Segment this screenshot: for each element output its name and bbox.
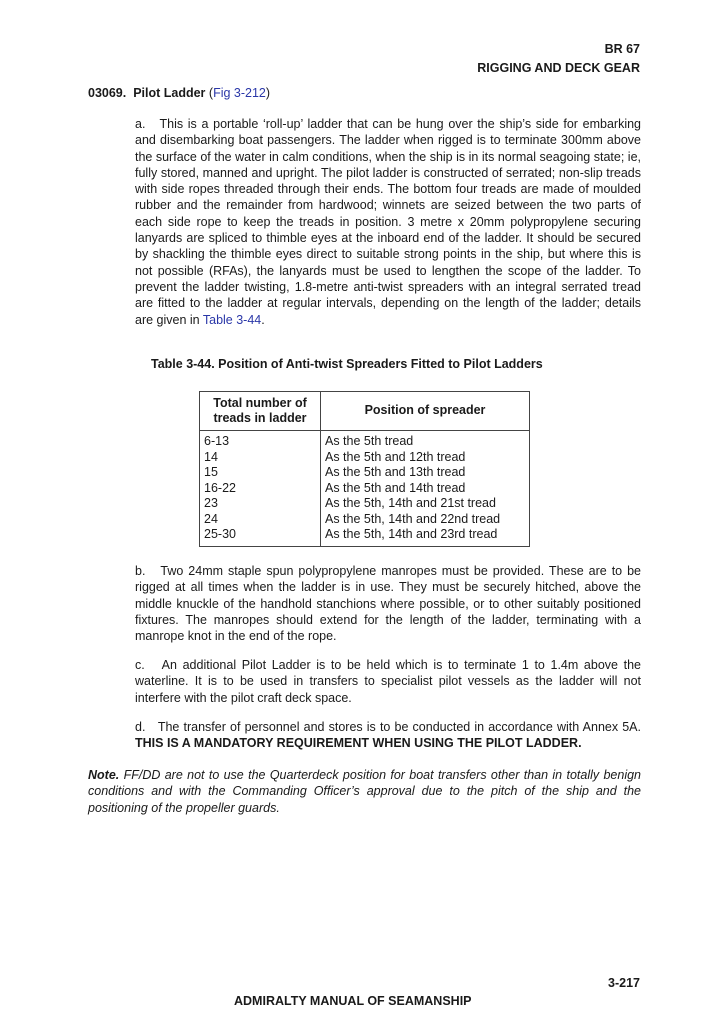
table-link[interactable]: Table 3-44: [202, 312, 262, 327]
figure-link[interactable]: Fig 3-212: [213, 86, 266, 100]
treads-cell: 6-13: [200, 431, 321, 450]
position-cell: As the 5th, 14th and 22nd tread: [321, 512, 530, 528]
paragraph-a: a. This is a portable ‘roll-up’ ladder that can be hung over the ship’s side for embarking and disembarking boat passengers. The ladder when rigged is to terminate 300mm above the surface of the water in calm conditions, when the ship is in its normal seagoing state; ie, fully stored, manned and upright. The pilot ladder is constructed of serrated; non-slip treads with side ropes threaded through their ends. The bottom four treads are made of moulded rubber and the remainder from hardwood; winnets are seized between the two parts of each side rope to keep the treads in position. 3 metre x 20mm polypropylene securing lanyards are spliced to thimble eyes at the inboard end of the ladder. It should be secured by shackling the thimble eyes direct to suitable strong points in the ship, but where this is not possible (RFAs), the lanyards must be used to lengthen the scope of the ladder. To prevent the ladder twisting, 1.8-metre anti-twist spreaders with an integral serrated tread are fitted to the ladder at regular intervals, depending on the length of the ladder; details are given in Table 3-44.: [135, 117, 642, 327]
table-row: [200, 496, 530, 512]
paragraph-b-label: b.: [135, 564, 146, 578]
paragraph-a-text: This is a portable ‘roll-up’ ladder that can be hung over the ship’s side for embarking and disembarking boat passengers. The ladder when rigged is to terminate 300mm above the surface of the water in calm conditions, when the ship is in its normal seagoing state; ie, fully stored, manned and upright. The pilot ladder is constructed of serrated; non-slip treads with side ropes threaded through their ends. The bottom four treads are made of moulded rubber and the remainder from hardwood; winnets are seized between the two parts of each side rope to keep the treads in position. 3 metre x 20mm polypropylene securing lanyards are spliced to thimble eyes at the inboard end of the ladder. It should be secured by shackling the thimble eyes direct to suitable strong points in the ship, but where this is not possible (RFAs), the lanyards must be used to lengthen the scope of the ladder. To prevent the ladder twisting, 1.8-metre anti-twist spreaders with an integral serrated tread are fitted to the ladder at regular intervals, depending on the length of the ladder; details are given in: [135, 117, 642, 327]
position-cell: As the 5th, 14th and 21st tread: [321, 496, 530, 512]
position-cell: As the 5th, 14th and 23rd tread: [321, 527, 530, 546]
note-label: Note.: [88, 768, 120, 782]
table-row: [200, 512, 530, 528]
spreader-table: [199, 391, 530, 547]
position-cell: As the 5th and 13th tread: [321, 465, 530, 481]
paragraph-c: [135, 657, 641, 706]
treads-cell: 16-22: [200, 481, 321, 497]
chapter-title: RIGGING AND DECK GEAR: [477, 61, 640, 75]
paragraph-d: [135, 719, 641, 752]
section-number: 03069.: [88, 86, 127, 100]
page-number: 3-217: [608, 976, 640, 990]
note: [88, 767, 641, 816]
table-row: [200, 527, 530, 546]
table-row: [200, 450, 530, 466]
table-caption: Table 3-44. Position of Anti-twist Spreaders Fitted to Pilot Ladders: [151, 357, 543, 371]
treads-cell: 23: [200, 496, 321, 512]
position-cell: As the 5th tread: [321, 431, 530, 450]
position-cell: As the 5th and 14th tread: [321, 481, 530, 497]
paragraph-b-text: Two 24mm staple spun polypropylene manropes must be provided. These are to be rigged at all times when the ladder is in use. They must be securely hitched, above the middle knuckle of the handhold stanchions where possible, or to other suitably positioned fixtures. The manropes should extend for the length of the ladder, terminating with a manrope knot in the end of the rope.: [135, 564, 642, 644]
document-code: BR 67: [604, 42, 640, 56]
table-row: [200, 431, 530, 450]
position-cell: As the 5th and 12th tread: [321, 450, 530, 466]
paragraph-c-label: c.: [135, 658, 145, 672]
treads-cell: 24: [200, 512, 321, 528]
paragraph-a-label: a.: [135, 117, 146, 131]
paragraph-b: [135, 563, 641, 644]
paragraph-d-label: d.: [135, 720, 146, 734]
paragraph-c-text: An additional Pilot Ladder is to be held which is to terminate 1 to 1.4m above the waterline. It is to be used in transfers to specialist pilot vessels as the ladder will not interfere with the pilot craft deck space.: [135, 658, 642, 705]
note-text: FF/DD are not to use the Quarterdeck position for boat transfers other than in totally benign conditions and with the Commanding Officer’s approval due to the pitch of the ship and the positioning of the propeller guards.: [88, 768, 641, 815]
mandatory-requirement: THIS IS A MANDATORY REQUIREMENT WHEN USING THE PILOT LADDER.: [135, 736, 582, 751]
table-row: [200, 465, 530, 481]
table-row: [200, 481, 530, 497]
treads-cell: 25-30: [200, 527, 321, 546]
footer-title: ADMIRALTY MANUAL OF SEAMANSHIP: [234, 994, 472, 1008]
treads-cell: 14: [200, 450, 321, 466]
column-header-treads: Total number of treads in ladder: [200, 392, 321, 431]
paragraph-d-text: The transfer of personnel and stores is to be conducted in accordance with Annex 5A.: [157, 720, 641, 734]
column-header-position: Position of spreader: [321, 392, 530, 431]
treads-cell: 15: [200, 465, 321, 481]
section-heading: 03069. Pilot Ladder (Fig 3-212): [88, 86, 271, 100]
section-title: Pilot Ladder: [133, 86, 206, 100]
